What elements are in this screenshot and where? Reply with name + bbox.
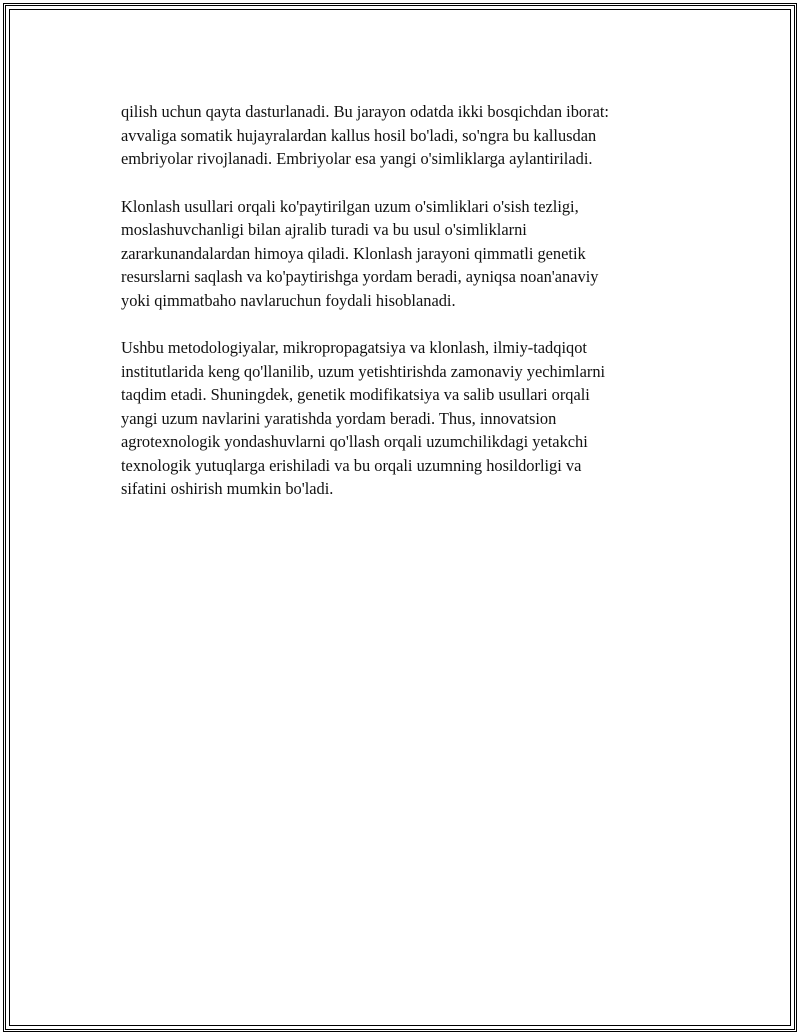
- document-page: [3, 3, 797, 1032]
- page-border: [9, 9, 791, 1026]
- document-body: [121, 100, 681, 525]
- paragraph-2: Klonlash usullari orqali ko'paytirilgan uzum o'simliklari o'sish tezligi, moslashuvchanligi bilan ajralib turadi va bu usul o'simliklarni zararkunandalardan himoya qiladi. Klonlash jarayoni qimmatli genetik resurslarni saqlash va ko'paytirishga yordam beradi, ayniqsa noan'anaviy yoki qimmatbaho navlaruchun foydali hisoblanadi.: [121, 196, 599, 310]
- paragraph-3: Ushbu metodologiyalar, mikropropagatsiya va klonlash, ilmiy-tadqiqot institutlarida keng qo'llanilib, uzum yetishtirishda zamonaviy yechimlarni taqdim etadi. Shuningdek, genetik modifikatsiya va salib usullari orqali yangi uzum navlarini yaratishda yordam beradi. Thus, innovatsion agrotexnologik yondashuvlarni qo'llash orqali uzumchilikdagi yetakchi texnologik yutuqlarga erishiladi va bu orqali uzumning hosildorligi va sifatini oshirish mumkin bo'ladi.: [121, 338, 606, 498]
- paragraph-1: qilish uchun qayta dasturlanadi. Bu jarayon odatda ikki bosqichdan iborat: avvaliga somatik hujayralardan kallus hosil bo'ladi, so'ngra bu kallusdan embriyolar rivojlanadi. Embriyolar esa yangi o'simliklarga aylantiriladi.: [121, 102, 609, 168]
